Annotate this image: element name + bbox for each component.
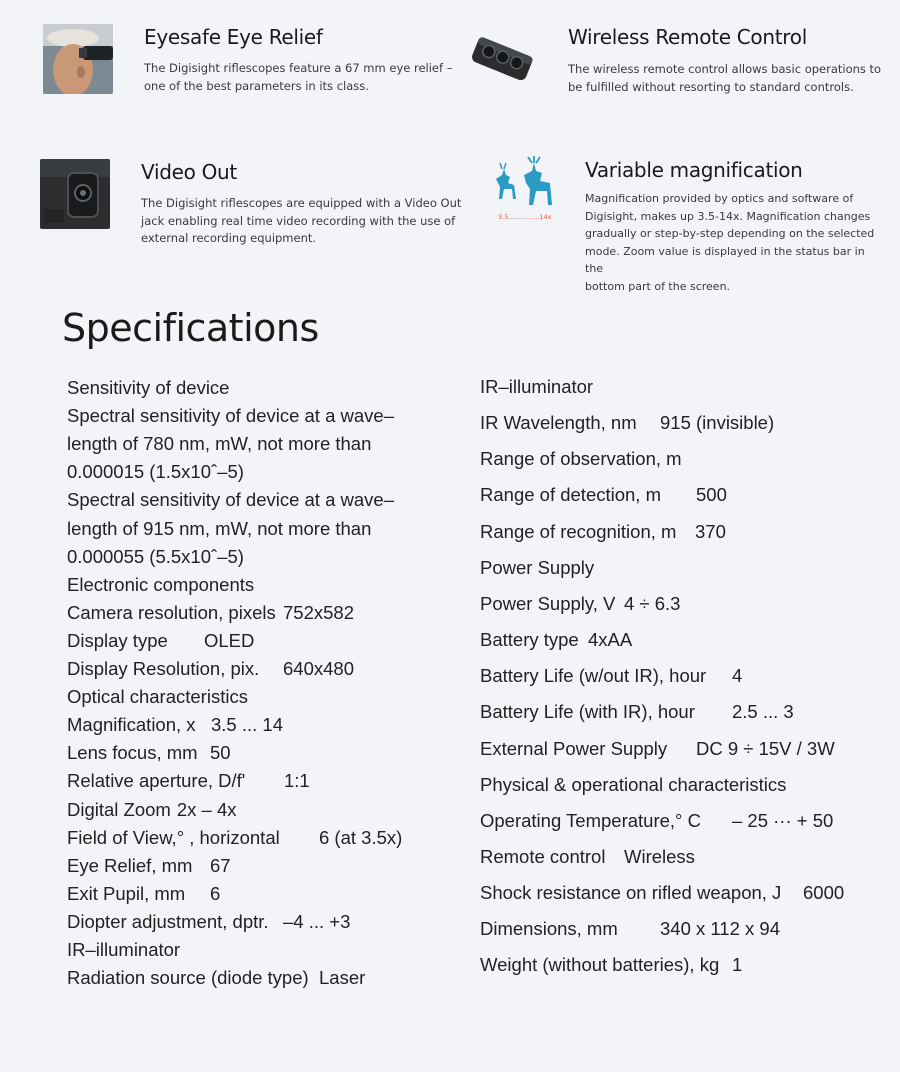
feature-title: Variable magnification <box>585 158 803 182</box>
spec-row <box>67 377 229 399</box>
spec-label: Range of observation, m <box>480 448 682 470</box>
feature-description: The Digisight riflescopes feature a 67 mm eye relief – one of the best parameters in its class. <box>144 61 453 93</box>
spec-label: Magnification, x <box>67 714 196 736</box>
spec-value: –4 ... +3 <box>283 910 351 932</box>
spec-label: Optical characteristics <box>67 686 248 708</box>
spec-row <box>67 405 394 427</box>
spec-label: Remote control <box>480 845 606 867</box>
spec-label: length of 915 nm, mW, not more than <box>67 517 372 539</box>
spec-label: Relative aperture, D/f' <box>67 770 246 792</box>
spec-row <box>480 809 834 832</box>
spec-row <box>67 686 248 708</box>
feature-description: The Digisight riflescopes are equipped with a Video Out jack enabling real time video recording with the use of external recording equipment. <box>141 196 462 245</box>
spec-label: Operating Temperature,° C <box>480 809 701 831</box>
spec-value: 4 ÷ 6.3 <box>624 592 681 614</box>
spec-value: 4 <box>732 665 743 687</box>
feature-description: Magnification provided by optics and software of Digisight, makes up 3.5-14x. Magnification changes gradually or step-by-step depending on the selected mode. Zoom value is displayed in the status bar in the bottom part of the screen. <box>585 192 875 293</box>
spec-label: Digital Zoom <box>67 798 171 820</box>
spec-value: 370 <box>695 520 726 542</box>
spec-row <box>67 629 255 652</box>
spec-label: Spectral sensitivity of device at a wave– <box>67 489 394 511</box>
spec-row <box>67 433 371 455</box>
spec-label: length of 780 nm, mW, not more than <box>67 433 372 455</box>
spec-row <box>480 592 681 615</box>
spec-value: DC 9 ÷ 15V / 3W <box>696 737 835 759</box>
spec-row <box>480 520 726 543</box>
spec-label: Dimensions, mm <box>480 918 618 940</box>
spec-label: IR–illuminator <box>67 939 181 960</box>
spec-row <box>480 629 633 651</box>
spec-row <box>67 967 366 989</box>
spec-value: OLED <box>204 629 255 651</box>
spec-label: Battery type <box>480 629 579 651</box>
spec-label: Field of View,° , horizontal <box>67 826 280 848</box>
spec-label: 0.000015 (1.5x10ˆ–5) <box>67 461 244 483</box>
spec-value: 340 x 112 x 94 <box>660 918 780 940</box>
spec-value: 50 <box>210 742 231 764</box>
spec-label: Display type <box>67 629 168 651</box>
spec-label: Display Resolution, pix. <box>67 658 260 679</box>
spec-row <box>67 489 394 511</box>
spec-value: Wireless <box>624 845 695 867</box>
spec-row <box>480 774 786 796</box>
spec-value: 6 (at 3.5x) <box>319 826 403 848</box>
spec-row <box>480 412 775 434</box>
spec-row <box>480 737 835 760</box>
spec-row <box>480 448 682 470</box>
spec-row <box>480 918 780 940</box>
spec-row <box>67 546 244 568</box>
spec-value: 2.5 ... 3 <box>732 701 794 723</box>
spec-value: – 25 ··· + 50 <box>732 809 834 831</box>
spec-label: Battery Life (w/out IR), hour <box>480 665 707 687</box>
spec-row <box>67 742 231 764</box>
deer-magnification-icon <box>490 155 558 225</box>
spec-row <box>480 484 727 506</box>
spec-label: 0.000055 (5.5x10ˆ–5) <box>67 545 244 567</box>
spec-label: External Power Supply <box>480 737 668 759</box>
spec-label: Power Supply <box>480 556 595 578</box>
feature-title: Video Out <box>141 160 237 184</box>
spec-row <box>67 461 244 483</box>
spec-value: 1 <box>732 954 743 976</box>
spec-label: Camera resolution, pixels <box>67 601 276 623</box>
spec-row <box>480 665 743 687</box>
spec-label: IR–illuminator <box>480 376 594 397</box>
spec-row <box>480 882 845 904</box>
spec-label: Weight (without batteries), kg <box>480 954 720 976</box>
spec-label: Spectral sensitivity of device at a wave– <box>67 405 394 427</box>
spec-row <box>67 658 354 680</box>
spec-row <box>67 770 310 792</box>
spec-row <box>67 854 231 877</box>
spec-label: Lens focus, mm <box>67 742 198 764</box>
spec-row <box>67 910 351 933</box>
spec-label: Power Supply, V <box>480 592 616 614</box>
spec-label: Sensitivity of device <box>67 377 230 398</box>
spec-row <box>67 714 283 736</box>
spec-value: 1:1 <box>284 770 310 792</box>
spec-value: 3.5 ... 14 <box>211 714 283 736</box>
spec-value: 6000 <box>803 882 845 904</box>
spec-value: 915 (invisible) <box>660 412 775 434</box>
spec-row <box>67 882 221 905</box>
spec-row <box>67 826 403 849</box>
spec-label: Range of recognition, m <box>480 520 677 542</box>
spec-label: Diopter adjustment, dptr. <box>67 910 269 932</box>
spec-value: 500 <box>696 484 727 506</box>
spec-row <box>480 701 794 723</box>
video-jack-icon <box>40 159 110 229</box>
spec-value: 4xAA <box>588 629 633 651</box>
feature-title: Eyesafe Eye Relief <box>144 25 323 49</box>
spec-label: Range of detection, m <box>480 484 661 506</box>
spec-value: 752x582 <box>283 601 354 623</box>
spec-label: Eye Relief, mm <box>67 854 193 876</box>
spec-row <box>480 376 593 398</box>
spec-label: Radiation source (diode type) <box>67 967 309 989</box>
eye-relief-photo-icon <box>43 24 113 94</box>
spec-label: IR Wavelength, nm <box>480 412 637 434</box>
remote-control-icon <box>467 24 537 94</box>
feature-title: Wireless Remote Control <box>568 25 807 49</box>
spec-label: Shock resistance on rifled weapon, J <box>480 882 782 904</box>
page-title: Specifications <box>62 306 319 350</box>
spec-row <box>480 845 695 868</box>
spec-row <box>67 798 237 821</box>
spec-value: 640x480 <box>283 658 354 679</box>
spec-row <box>67 601 354 624</box>
spec-value: Laser <box>319 967 366 989</box>
spec-row <box>67 518 371 540</box>
spec-label: Exit Pupil, mm <box>67 882 186 904</box>
spec-label: Physical & operational characteristics <box>480 773 787 795</box>
spec-value: 67 <box>210 854 231 876</box>
spec-row <box>67 574 254 596</box>
magnification-scale-label: 3.5...............14x <box>498 213 552 221</box>
spec-row <box>67 939 180 961</box>
spec-row <box>480 954 743 976</box>
feature-description: The wireless remote control allows basic operations to be fulfilled without resorting to standard controls. <box>568 62 882 94</box>
spec-value: 6 <box>210 882 221 904</box>
spec-row <box>480 557 594 579</box>
spec-label: Battery Life (with IR), hour <box>480 701 695 723</box>
spec-value: 2x – 4x <box>176 798 237 820</box>
spec-label: Electronic components <box>67 573 255 595</box>
